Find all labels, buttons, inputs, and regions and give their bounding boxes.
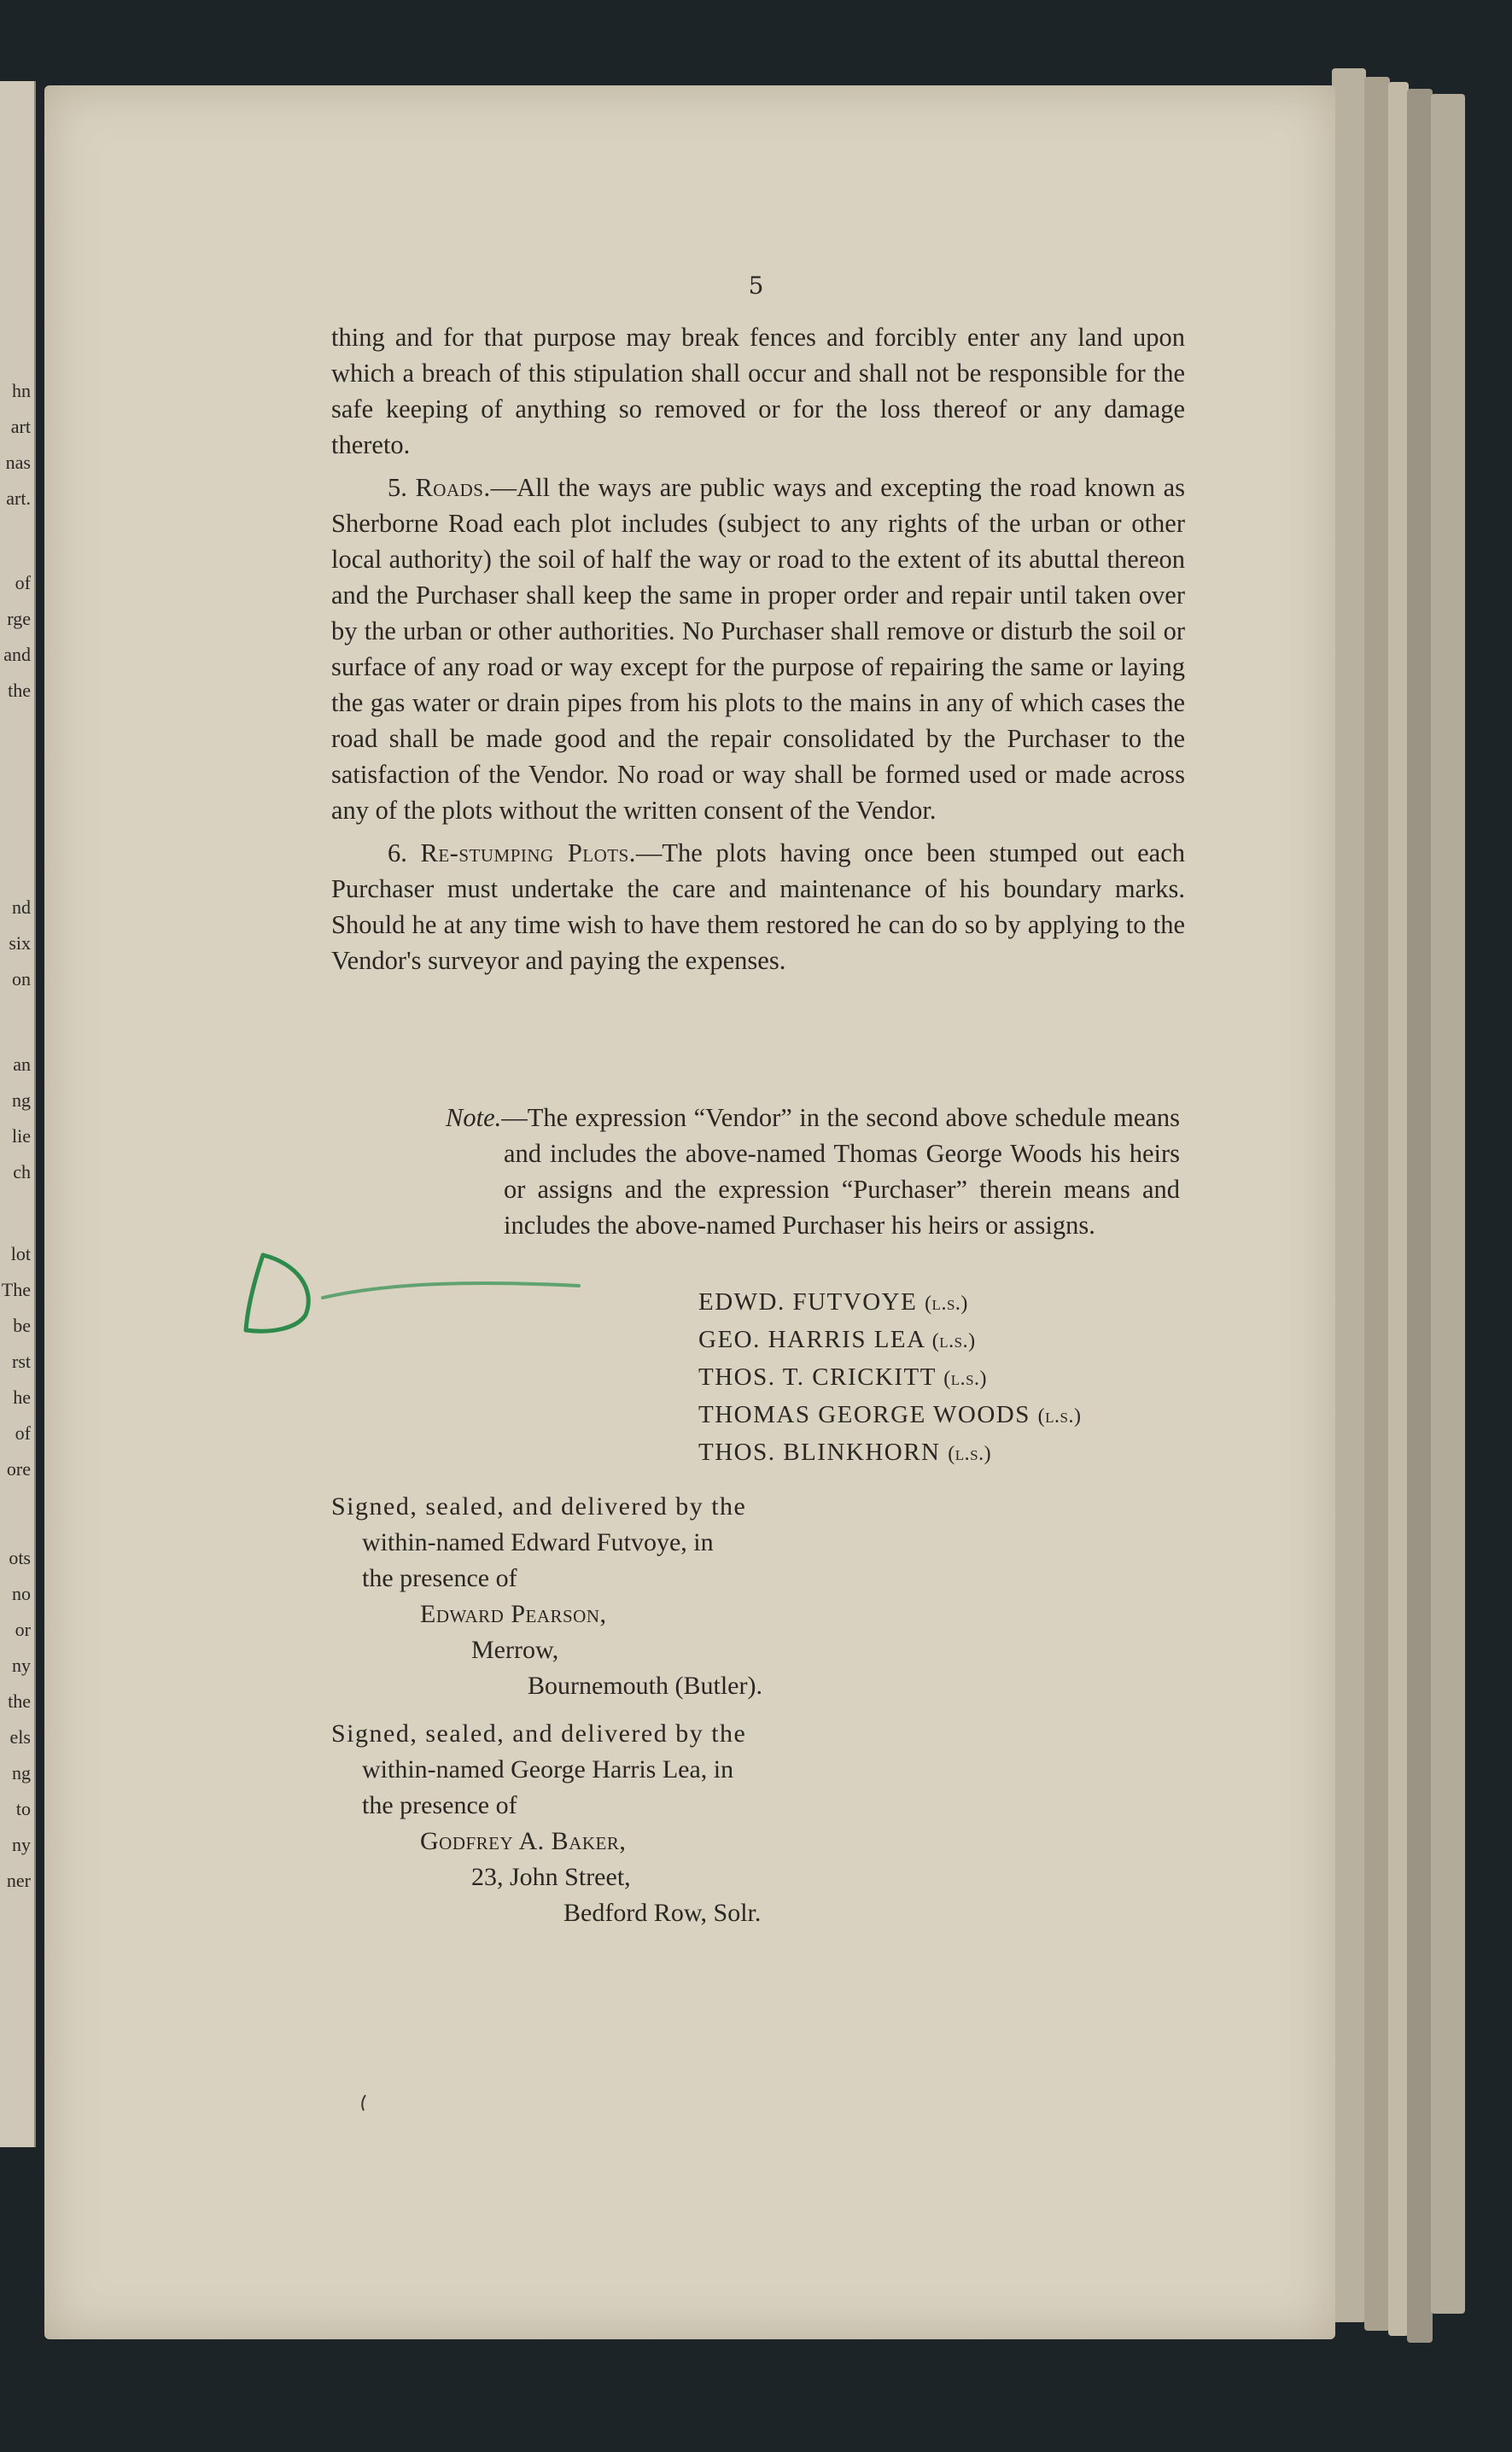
signatory-line <box>698 1397 1081 1434</box>
left-page-text-fragment: ots <box>9 1547 31 1568</box>
witness-block-futvoye <box>331 1489 762 1704</box>
left-page-text-fragment: and <box>3 644 31 665</box>
left-page-text-fragment: ch <box>13 1161 31 1182</box>
page-stack-edge <box>1332 68 1366 2322</box>
signatory-name: THOS. T. CRICKITT <box>698 1363 937 1391</box>
clause-re-stumping <box>331 835 1185 978</box>
clause-text: —All the ways are public ways and excepting the road known as Sherborne Road each plot includes (subject to any rights of the urban or other local authority) the soil of half the way or road to the extent of its abuttal thereon and the Purchaser shall keep the same in proper order and repair until taken over by the urban or other authorities. No Purchaser shall remove or disturb the soil or surface of any road or way except for the purpose of repairing the same or laying the gas water or drain pipes from his plots to the mains in any of which cases the road shall be made good and the repair consolidated by the Purchaser to the satisfaction of the Vendor. No road or way shall be formed used or made across any of the plots without the written consent of the Vendor. <box>331 473 1185 825</box>
witness-address: Merrow, <box>471 1636 559 1664</box>
seal-mark: (l.s.) <box>925 1293 968 1315</box>
left-page-text-fragment: lot <box>10 1243 31 1264</box>
left-page-text-fragment: of <box>15 572 31 593</box>
page-stack-edge <box>1364 77 1390 2331</box>
witness-name: Godfrey A. Baker, <box>420 1827 627 1855</box>
witness-line: Signed, sealed, and delivered by the <box>331 1492 747 1521</box>
page-stack-edge <box>1407 89 1433 2343</box>
left-page-edge <box>0 81 36 2147</box>
witness-line: within-named Edward Futvoye, in <box>362 1528 714 1556</box>
signatory-name: GEO. HARRIS LEA <box>698 1326 925 1353</box>
signatory-line <box>698 1434 1081 1472</box>
witness-address: Bedford Row, Solr. <box>563 1899 762 1927</box>
left-page-text-fragment: nd <box>12 896 31 918</box>
continued-paragraph: thing and for that purpose may break fences and forcibly enter any land upon which a breach of this stipulation shall occur and shall not be responsible for the safe keeping of anything so removed or for the loss thereof or any damage thereto. <box>331 323 1185 459</box>
witness-name: Edward Pearson, <box>420 1600 607 1628</box>
clause-heading: Re-stumping Plots. <box>420 838 636 867</box>
left-page-text-fragment: be <box>13 1315 31 1336</box>
left-page-text-fragment: ng <box>12 1762 31 1784</box>
witness-line: the presence of <box>362 1791 517 1819</box>
signatory-line <box>698 1322 1081 1359</box>
note-paragraph <box>388 1100 1180 1243</box>
pencil-mark <box>359 2093 369 2112</box>
clause-roads <box>331 470 1185 828</box>
left-page-text-fragment: els <box>9 1726 31 1748</box>
left-page-text-fragment: hn <box>12 380 31 401</box>
left-page-text-fragment: The <box>1 1279 31 1300</box>
witness-address: Bournemouth (Butler). <box>528 1672 762 1700</box>
clause-number: 6. <box>388 838 407 867</box>
left-page-text-fragment: on <box>12 968 31 990</box>
page-number: 5 <box>748 271 764 300</box>
left-page-text-fragment: the <box>8 680 31 701</box>
seal-mark: (l.s.) <box>948 1443 992 1465</box>
clause-text: —The plots having once been stumped out each Purchaser must undertake the care and maintenance of his boundary marks. Should he at any time wish to have them restored he can do so by applying to the Vendor's surveyor and paying the expenses. <box>331 838 1185 975</box>
signatory-name: THOS. BLINKHORN <box>698 1439 941 1466</box>
left-page-text-fragment: six <box>9 932 31 954</box>
left-page-text-fragment: ny <box>12 1655 31 1676</box>
left-page-text-fragment: the <box>8 1690 31 1712</box>
left-page-text-fragment: to <box>15 1798 31 1819</box>
left-page-text-fragment: rge <box>7 608 31 629</box>
left-page-text-fragment: of <box>15 1422 31 1444</box>
signatory-line <box>698 1284 1081 1322</box>
document-body <box>331 319 1185 985</box>
witness-line: within-named George Harris Lea, in <box>362 1755 734 1784</box>
left-page-text-fragment: ng <box>12 1089 31 1111</box>
signatory-name: EDWD. FUTVOYE <box>698 1288 918 1316</box>
witness-address: 23, John Street, <box>471 1863 631 1891</box>
witness-line: Signed, sealed, and delivered by the <box>331 1719 747 1748</box>
left-page-text-fragment: or <box>15 1619 31 1640</box>
seal-mark: (l.s.) <box>1037 1405 1082 1427</box>
left-page-text-fragment: no <box>12 1583 31 1604</box>
witness-line: the presence of <box>362 1564 517 1592</box>
page-stack-edge <box>1388 82 1409 2336</box>
left-page-text-fragment: art. <box>6 487 31 509</box>
page-stack-edge <box>1431 94 1465 2314</box>
left-page-text-fragment: lie <box>12 1125 31 1147</box>
left-page-text-fragment: art <box>10 416 31 437</box>
seal-mark: (l.s.) <box>931 1330 976 1352</box>
note-text: —The expression “Vendor” in the second above schedule means and includes the above-named Thomas George Woods his heirs or assigns and the expression “Purchaser” therein means and includes the above-named Purchaser his heirs or assigns. <box>501 1103 1180 1240</box>
clause-heading: Roads. <box>415 473 491 502</box>
signatory-list <box>698 1284 1081 1472</box>
left-page-text-fragment: ore <box>6 1458 31 1480</box>
signatory-line <box>698 1359 1081 1397</box>
green-ink-mark <box>237 1229 596 1340</box>
witness-block-lea <box>331 1716 761 1931</box>
left-page-text-fragment: an <box>13 1054 31 1075</box>
left-page-text-fragment: he <box>13 1387 31 1408</box>
note-label: Note. <box>446 1103 502 1132</box>
clause-number: 5. <box>388 473 407 502</box>
seal-mark: (l.s.) <box>943 1368 988 1390</box>
left-page-text-fragment: ner <box>6 1870 31 1891</box>
left-page-text-fragment: ny <box>12 1834 31 1855</box>
left-page-text-fragment: rst <box>12 1351 31 1372</box>
signatory-name: THOMAS GEORGE WOODS <box>698 1401 1030 1428</box>
left-page-text-fragment: nas <box>5 452 31 473</box>
